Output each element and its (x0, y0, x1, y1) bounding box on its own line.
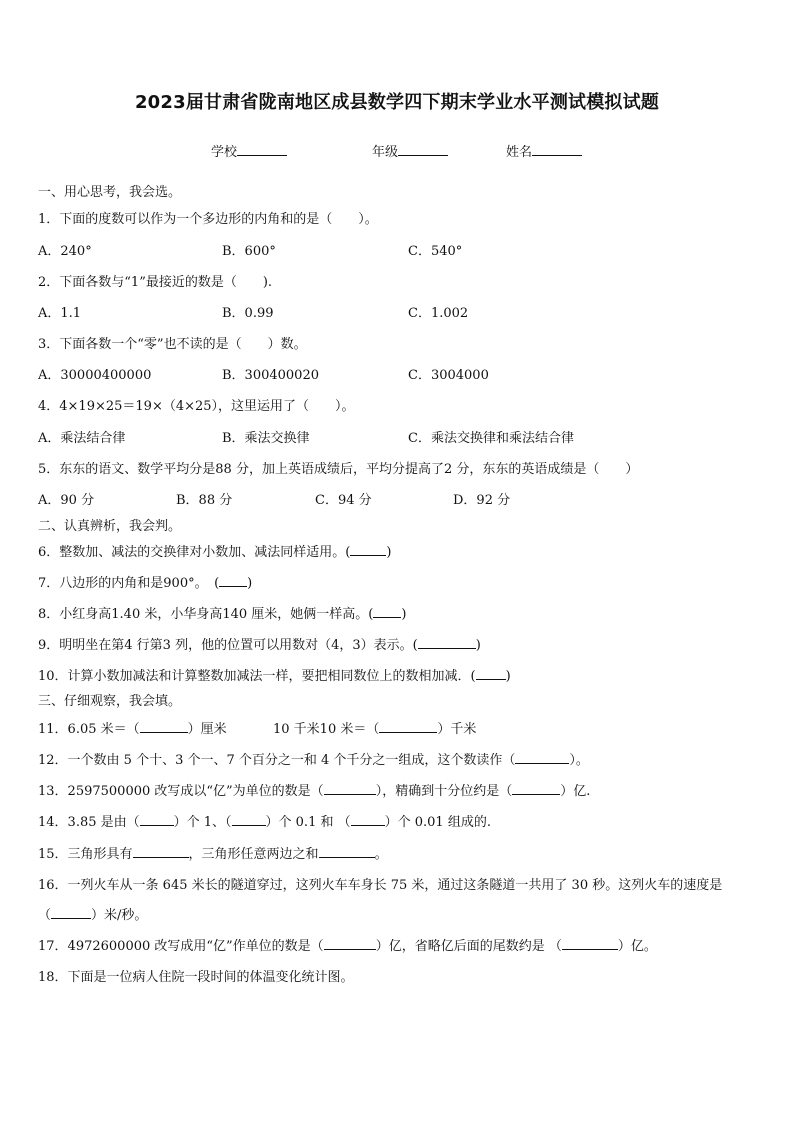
question-9 (38, 634, 481, 653)
school-field (211, 141, 287, 160)
q16-blank[interactable] (51, 906, 91, 919)
q7-close: ) (247, 576, 253, 591)
name-blank[interactable] (532, 142, 582, 156)
q7-answer-blank[interactable] (219, 574, 247, 587)
name-field (506, 141, 582, 160)
q13-text-c: ）亿. (560, 784, 591, 799)
q11-text-d: ）千米 (437, 722, 477, 737)
q9-close: ) (475, 638, 481, 653)
q6-answer-blank[interactable] (350, 543, 386, 556)
q2-option-c: C．1.002 (408, 306, 469, 321)
q10-answer-blank[interactable] (476, 667, 506, 680)
question-11 (38, 718, 227, 737)
q17-blank-2[interactable] (562, 937, 618, 950)
q12-text: 12．一个数由 5 个十、3 个一、7 个百分之一和 4 个千分之一组成，这个数读作（ (38, 753, 516, 768)
question-7 (38, 572, 252, 591)
name-label: 姓名 (506, 145, 533, 160)
q6-close: ) (386, 545, 392, 560)
q3-option-b: B．300400020 (222, 368, 319, 383)
q5-option-a: A．90 分 (38, 493, 95, 508)
question-18: 18．下面是一位病人住院一段时间的体温变化统计图。 (38, 970, 354, 985)
q16-open: （ (38, 908, 52, 923)
q14-blank-1[interactable] (140, 813, 174, 826)
q6-text: 6．整数加、减法的交换律对小数加、减法同样适用。( (38, 545, 351, 560)
q14-text-c: ）个 0.1 和 （ (265, 815, 351, 830)
grade-label: 年级 (372, 145, 399, 160)
q5-option-c: C．94 分 (315, 493, 372, 508)
q11-text-a: 11．6.05 米＝（ (38, 722, 140, 737)
q3-option-c: C．3004000 (408, 368, 489, 383)
section-heading-3: 三、仔细观察，我会填。 (38, 694, 182, 709)
q13-text-b: ），精确到十分位约是（ (375, 784, 513, 799)
question-4: 4．4×19×25＝19×（4×25），这里运用了（ ）。 (38, 399, 355, 414)
q7-text: 7．八边形的内角和是900°。 ( (38, 576, 220, 591)
q11-blank-1[interactable] (140, 720, 188, 733)
q2-option-a: A．1.1 (38, 306, 82, 321)
q4-option-a: A．乘法结合律 (38, 431, 126, 446)
q10-text: 10．计算小数加减法和计算整数加减法一样，要把相同数位上的数相加减．( (38, 669, 476, 684)
question-16: 16．一列火车从一条 645 米长的隧道穿过，这列火车车身长 75 米，通过这条隧道一共用了 30 秒。这列火车的速度是 (38, 878, 723, 893)
question-5: 5．东东的语文、数学平均分是88 分，加上英语成绩后，平均分提高了2 分，东东的英语成绩是（ ） (38, 462, 639, 477)
q15-blank-1[interactable] (133, 845, 189, 858)
q13-blank-2[interactable] (512, 782, 560, 795)
question-15 (38, 843, 388, 862)
q8-text: 8．小红身高1.40 米，小华身高140 厘米，她俩一样高。( (38, 607, 374, 622)
q12-blank[interactable] (515, 751, 569, 764)
question-13 (38, 780, 590, 799)
q11-blank-2[interactable] (379, 720, 437, 733)
section-heading-2: 二、认真辨析，我会判。 (38, 519, 182, 534)
q5-option-d: D．92 分 (453, 493, 511, 508)
q9-answer-blank[interactable] (418, 636, 476, 649)
q1-option-a: A．240° (38, 244, 92, 259)
q9-text: 9．明明坐在第4 行第3 列，他的位置可以用数对（4，3）表示。( (38, 638, 418, 653)
question-6 (38, 541, 391, 560)
q17-blank-1[interactable] (324, 937, 376, 950)
section-heading-1: 一、用心思考，我会选。 (38, 185, 182, 200)
question-2: 2．下面各数与“1”最接近的数是（ ). (38, 275, 273, 290)
q15-text-a: 15．三角形具有 (38, 847, 133, 862)
q15-blank-2[interactable] (319, 845, 375, 858)
q10-close: ) (505, 669, 511, 684)
q14-text-d: ）个 0.01 组成的. (384, 815, 491, 830)
q14-blank-3[interactable] (351, 813, 385, 826)
q3-option-a: A．30000400000 (38, 368, 152, 383)
q14-text-a: 14．3.85 是由（ (38, 815, 140, 830)
grade-blank[interactable] (398, 142, 448, 156)
school-label: 学校 (211, 145, 238, 160)
q11-text-b: ）厘米 (187, 722, 227, 737)
q13-text-a: 13．2597500000 改写成以“亿”为单位的数是（ (38, 784, 324, 799)
q5-option-b: B．88 分 (176, 493, 233, 508)
school-blank[interactable] (237, 142, 287, 156)
q4-option-b: B．乘法交换律 (222, 431, 310, 446)
question-16-continued (38, 904, 147, 923)
question-12 (38, 749, 589, 768)
q15-text-c: 。 (374, 847, 388, 862)
question-11-part-2 (273, 718, 476, 737)
question-3: 3．下面各数一个“零”也不读的是（ ）数。 (38, 337, 307, 352)
q14-blank-2[interactable] (232, 813, 266, 826)
question-10 (38, 665, 511, 684)
q1-option-c: C．540° (408, 244, 463, 259)
question-8 (38, 603, 406, 622)
q13-blank-1[interactable] (324, 782, 376, 795)
question-1: 1．下面的度数可以作为一个多边形的内角和的是（ ）。 (38, 212, 378, 227)
q15-text-b: ，三角形任意两边之和 (188, 847, 319, 862)
question-14 (38, 811, 491, 830)
q12-close: ）。 (569, 753, 589, 768)
page-title: 2023届甘肃省陇南地区成县数学四下期末学业水平测试模拟试题 (134, 92, 660, 113)
q2-option-b: B．0.99 (222, 306, 274, 321)
q8-answer-blank[interactable] (373, 605, 401, 618)
q1-option-b: B．600° (222, 244, 276, 259)
q17-text-b: ）亿，省略亿后面的尾数约是 （ (375, 939, 562, 954)
q8-close: ) (401, 607, 407, 622)
q14-text-b: ）个 1、（ (173, 815, 232, 830)
question-17 (38, 935, 657, 954)
grade-field (372, 141, 448, 160)
q4-option-c: C．乘法交换律和乘法结合律 (408, 431, 574, 446)
q17-text-c: ）亿。 (617, 939, 657, 954)
q16-close: ）米/秒。 (91, 908, 148, 923)
q11-text-c: 10 千米10 米＝（ (273, 722, 380, 737)
q17-text-a: 17．4972600000 改写成用“亿”作单位的数是（ (38, 939, 324, 954)
